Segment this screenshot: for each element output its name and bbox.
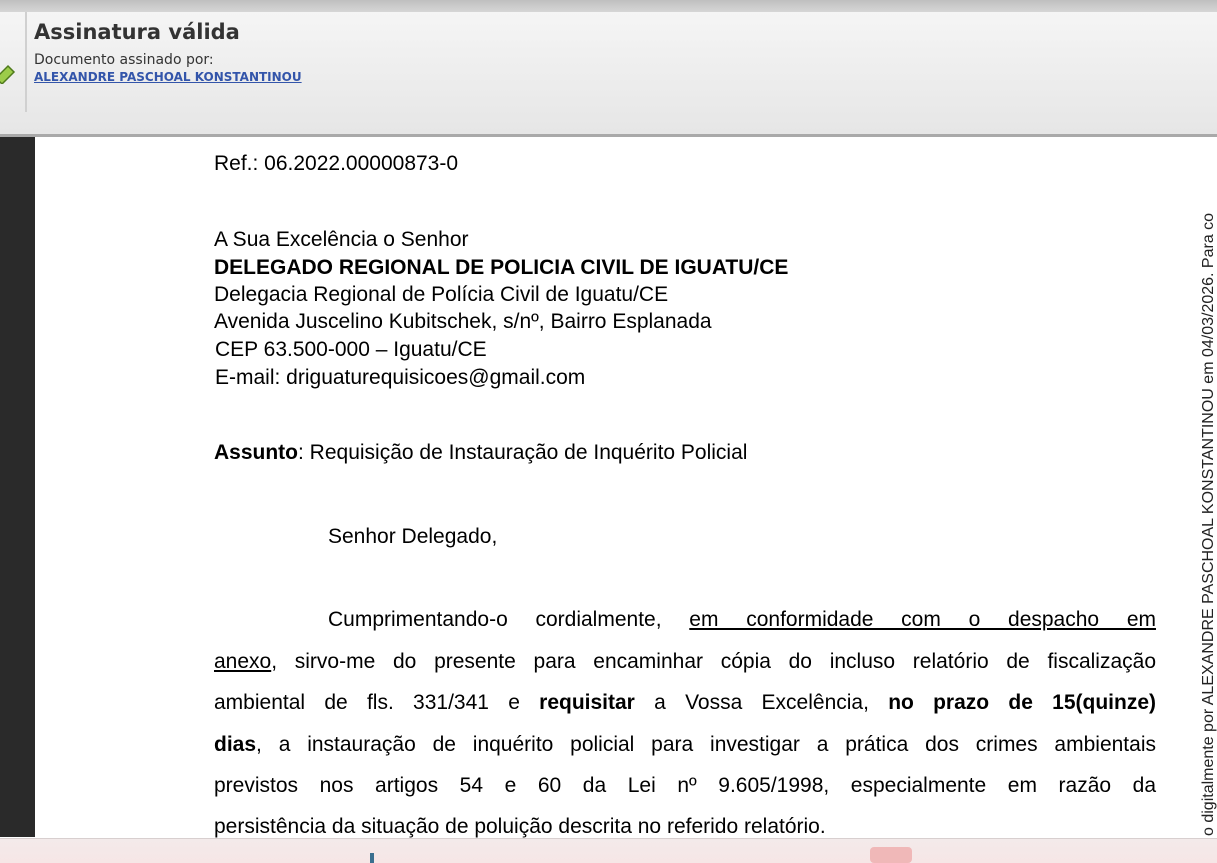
pencil-icon (0, 62, 16, 84)
subject-label: Assunto (214, 441, 298, 464)
recipient-address: Avenida Juscelino Kubitschek, s/nº, Bairro Esplanada (214, 310, 712, 333)
recipient-cep: CEP 63.500-000 – Iguatu/CE (215, 338, 487, 361)
viewer-left-gutter (0, 137, 35, 837)
signature-banner (0, 12, 1217, 137)
body-underlined-text: anexo (214, 650, 272, 673)
body-text: , a instauração de inquérito policial para investigar a prática dos crimes ambientais (256, 733, 1156, 756)
signed-by-label: Documento assinado por: (34, 52, 214, 68)
body-text: a Vossa Excelência, (634, 691, 889, 714)
viewer-bottom-bar (0, 838, 1217, 863)
recipient-title: DELEGADO REGIONAL DE POLICIA CIVIL DE IGUATU/CE (214, 256, 789, 279)
recipient-email: E-mail: driguaturequisicoes@gmail.com (215, 366, 586, 389)
digital-signature-side-stamp: o digitalmente por ALEXANDRE PASCHOAL KONSTANTINOU em 04/03/2026. Para co (1200, 212, 1217, 836)
body-bold-text: dias (214, 733, 257, 756)
body-line (214, 650, 1156, 674)
toolbar-button[interactable] (870, 847, 912, 863)
body-line: previstos nos artigos 54 e 60 da Lei nº 9.605/1998, especialmente em razão da (214, 774, 1156, 797)
subject-text: : Requisição de Instauração de Inquérito Policial (298, 441, 748, 464)
body-line (214, 691, 1156, 715)
greeting: Senhor Delegado, (328, 525, 498, 548)
body-line (328, 608, 1156, 632)
body-text: ambiental de fls. 331/341 e (214, 691, 540, 714)
body-bold-text: requisitar (539, 691, 635, 714)
subject-line (214, 441, 747, 465)
signature-divider (25, 12, 27, 112)
window-top-strip (0, 0, 1217, 12)
recipient-salutation: A Sua Excelência o Senhor (214, 228, 469, 251)
body-line: persistência da situação de poluição descrita no referido relatório. (214, 815, 826, 838)
body-text: , sirvo-me do presente para encaminhar cópia do incluso relatório de fiscalização (271, 650, 1156, 673)
recipient-office: Delegacia Regional de Polícia Civil de Iguatu/CE (214, 283, 669, 306)
body-text: Cumprimentando-o cordialmente, (328, 608, 690, 631)
signer-name-link[interactable]: ALEXANDRE PASCHOAL KONSTANTINOU (34, 70, 302, 84)
reference-number: Ref.: 06.2022.00000873-0 (214, 152, 459, 175)
body-bold-text: no prazo de 15(quinze) (888, 691, 1156, 714)
signature-status-title: Assinatura válida (34, 20, 240, 44)
body-line (214, 733, 1156, 757)
body-underlined-text: em conformidade com o despacho em (689, 608, 1157, 631)
